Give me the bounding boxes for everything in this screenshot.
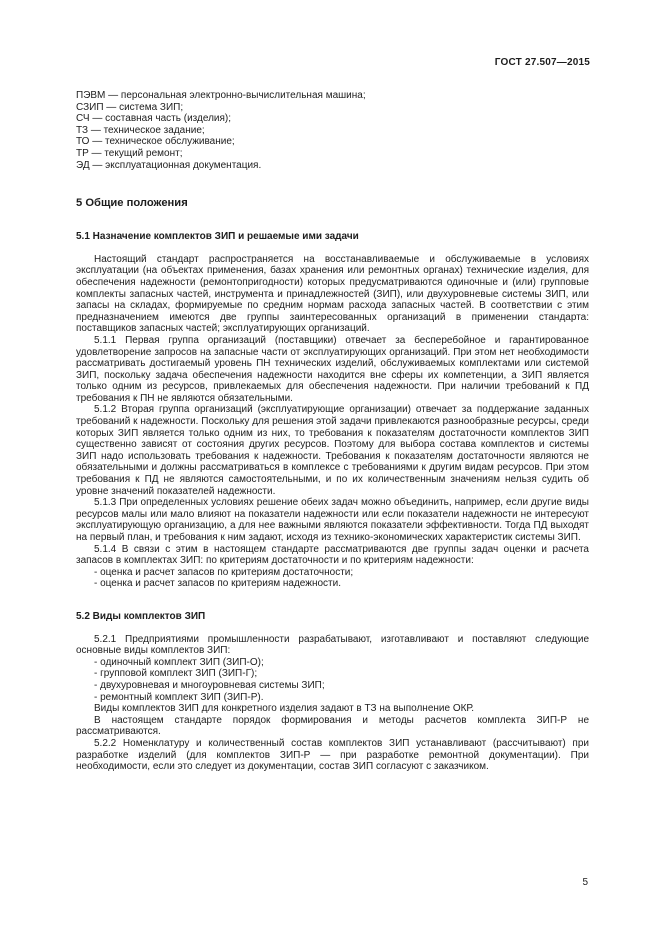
- paragraph: 5.1.4 В связи с этим в настоящем стандарте рассматриваются две группы задач оценки и расчета запасов в комплектах ЗИП: по критериям достаточности и по критериям надежности:: [76, 543, 589, 567]
- paragraph: 5.2.1 Предприятиями промышленности разрабатывают, изготавливают и поставляют следующие основные виды комплектов ЗИП:: [76, 633, 589, 657]
- list-item: - групповой комплект ЗИП (ЗИП-Г);: [94, 668, 258, 680]
- list-item: - двухуровневая и многоуровневая системы ЗИП;: [94, 679, 325, 691]
- paragraph: В настоящем стандарте порядок формирования и методы расчетов комплекта ЗИП-Р не рассматриваются.: [76, 714, 589, 738]
- paragraph: 5.2.2 Номенклатуру и количественный состав комплектов ЗИП устанавливают (рассчитывают) при разработке изделий (для комплектов ЗИП-Р — при разработке ремонтной документации). При необходимости, если это следует из документации, состав ЗИП согласуют с заказчиком.: [76, 737, 589, 773]
- subsection-heading: 5.2 Виды комплектов ЗИП: [76, 610, 206, 622]
- paragraph: 5.1.3 При определенных условиях решение обеих задач можно объединить, например, если другие виды ресурсов малы или мало влияют на показатели надежности или если показатели надежности не интересуют эксплуатирующую организацию, а для нее важными являются показатели эффективности. Тогда ПД выходят на первый план, и требования к ним задают, исходя из технико-экономических характеристик системы ЗИП.: [76, 497, 589, 543]
- paragraph: 5.1.2 Вторая группа организаций (эксплуатирующие организации) отвечает за поддержание заданных требований к надежности. Поскольку для решения этой задачи привлекаются разнообразные ресурсы, среди которых ЗИП является только одним из них, то требования к показателям достаточности комплектов ЗИП существенно зависят от состояния других ресурсов. Поэтому для выбора состава комплектов и системы ЗИП надо использовать требования к надежности. Требования к показателям достаточности являются не обязательными и должны рассматриваться в комплексе с требованиями к другим видам ресурсов. При этом требования к ПД не являются самостоятельными, и по их количественным значениям нельзя судить об уровне значений показателей надежности.: [76, 404, 589, 497]
- abbreviation-line: ЭД — эксплуатационная документация.: [76, 159, 262, 171]
- running-header: ГОСТ 27.507—2015: [494, 57, 590, 68]
- abbreviation-line: ПЭВМ — персональная электронно-вычислительная машина;: [76, 90, 366, 101]
- abbreviation-line: СЗИП — система ЗИП;: [76, 101, 184, 113]
- abbreviation-line: ТР — текущий ремонт;: [76, 147, 183, 159]
- abbreviation-line: ТЗ — техническое задание;: [76, 124, 205, 136]
- list-item: - оценка и расчет запасов по критериям достаточности;: [94, 566, 354, 578]
- subsection-heading: 5.1 Назначение комплектов ЗИП и решаемые ими задачи: [76, 231, 359, 243]
- list-item: - одиночный комплект ЗИП (ЗИП-О);: [94, 656, 264, 668]
- paragraph: Настоящий стандарт распространяется на восстанавливаемые и обслуживаемые в условиях эксплуатации (на объектах применения, базах хранения или ремонтных органах) технические изделия, для обеспечения надежности (ремонтопригодности) которых предусматриваются одиночные и (или) групповые комплекты запасных частей, инструмента и принадлежностей (ЗИП), или двухуровневые системы ЗИП, или запасы на складах, формируемые по средним нормам расхода запасных частей. В соответствии с этим предназначением имеются две группы заинтересованных организаций в применении стандарта: поставщиков запасных частей; эксплуатирующих организаций.: [76, 253, 589, 335]
- paragraph: 5.1.1 Первая группа организаций (поставщики) отвечает за бесперебойное и гарантированное удовлетворение запросов на запасные части от эксплуатирующих организаций. При этом нет необходимости рассматривать достигаемый уровень ПН технических изделий, обслуживаемых комплектами или системой ЗИП, поскольку задача обеспечения надежности находится вне сферы их компетенции, а ЗИП является только одним из ресурсов, привлекаемых для обеспечения надежности. При наличии требований к ПД требования к ПН не являются обязательными.: [76, 334, 589, 404]
- section-heading: 5 Общие положения: [76, 197, 188, 210]
- abbreviation-line: СЧ — составная часть (изделия);: [76, 113, 232, 125]
- document-body: [76, 90, 589, 773]
- abbreviation-line: ТО — техническое обслуживание;: [76, 136, 235, 148]
- page-number: 5: [582, 877, 588, 888]
- paragraph: Виды комплектов ЗИП для конкретного изделия задают в ТЗ на выполнение ОКР.: [94, 703, 474, 715]
- list-item: - оценка и расчет запасов по критериям надежности.: [94, 578, 341, 590]
- list-item: - ремонтный комплект ЗИП (ЗИП-Р).: [94, 691, 264, 703]
